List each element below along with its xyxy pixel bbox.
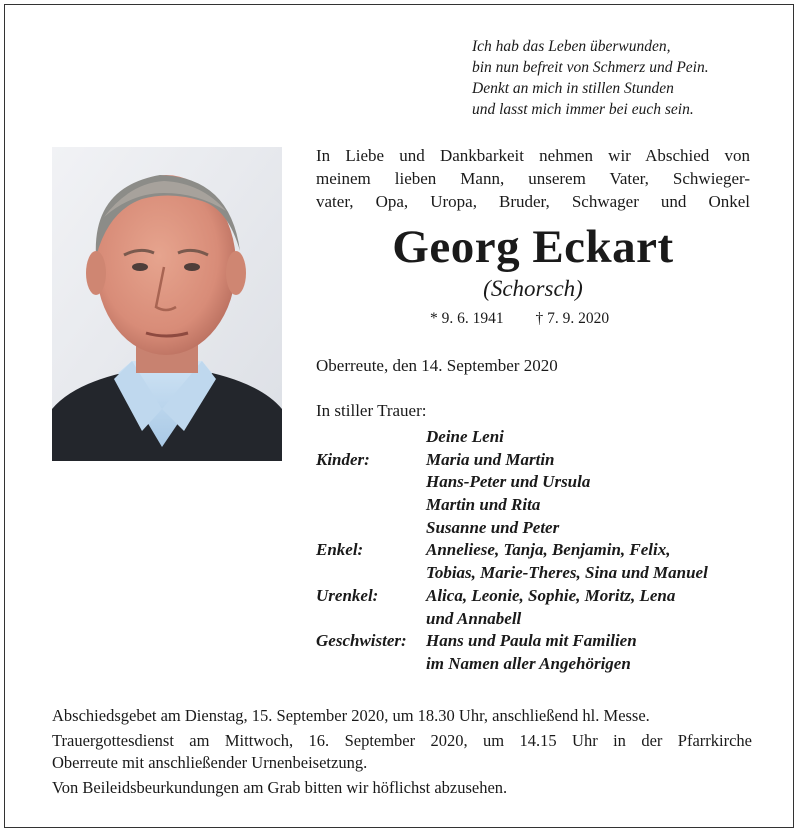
children-entry: Maria und Martin: [426, 449, 555, 469]
family-row: [316, 585, 756, 608]
family-row: [316, 653, 756, 676]
condolences-notice: Von Beileidsbeurkundungen am Grab bitten wir höflichst abzusehen.: [52, 778, 508, 797]
family-row: [316, 630, 756, 653]
intro-line: In Liebe und Dankbarkeit nehmen wir Abschied von: [316, 146, 750, 165]
poem-line: Denkt an mich in stillen Stunden: [472, 80, 674, 97]
children-entry: Martin und Rita: [426, 495, 541, 515]
death-date: † 7. 9. 2020: [535, 310, 610, 327]
family-row: [316, 494, 756, 517]
poem-line: und lasst mich immer bei euch sein.: [472, 101, 694, 118]
deceased-nickname: (Schorsch): [483, 276, 583, 301]
family-list: [316, 426, 756, 676]
siblings-entry: im Namen aller Angehörigen: [426, 653, 631, 673]
prayer-notice: Abschiedsgebet am Dienstag, 15. September 2020, um 18.30 Uhr, anschließend hl. Messe.: [52, 706, 650, 725]
family-row: [316, 471, 756, 494]
grandchildren-entry: Anneliese, Tanja, Benjamin, Felix,: [426, 540, 671, 560]
siblings-label: Geschwister:: [316, 631, 407, 651]
siblings-entry: Hans und Paula mit Familien: [426, 631, 637, 651]
mourning-label: In stiller Trauer:: [316, 401, 427, 420]
intro-line: meinem lieben Mann, unserem Vater, Schwieger-: [316, 169, 750, 188]
poem: [472, 36, 772, 120]
family-row: [316, 449, 756, 472]
grandchildren-entry: Tobias, Marie-Theres, Sina und Manuel: [426, 563, 708, 583]
family-row: [316, 517, 756, 540]
intro-line: vater, Opa, Uropa, Bruder, Schwager und Onkel: [316, 192, 750, 211]
greatgrandchildren-entry: Alica, Leonie, Sophie, Moritz, Lena: [426, 585, 676, 605]
greatgrandchildren-entry: und Annabell: [426, 608, 522, 628]
family-row: [316, 562, 756, 585]
family-row: [316, 608, 756, 631]
children-entry: Hans-Peter und Ursula: [426, 472, 591, 492]
family-row: [316, 426, 756, 449]
intro-text: [316, 144, 750, 213]
life-dates: [430, 308, 660, 330]
family-row: [316, 539, 756, 562]
children-label: Kinder:: [316, 449, 370, 469]
birth-date: * 9. 6. 1941: [430, 310, 504, 327]
deceased-name: Georg Eckart: [392, 221, 674, 273]
portrait-photo: [52, 147, 282, 461]
grandchildren-label: Enkel:: [316, 540, 364, 560]
poem-line: Ich hab das Leben überwunden,: [472, 38, 671, 55]
greatgrandchildren-label: Urenkel:: [316, 585, 379, 605]
children-entry: Susanne und Peter: [426, 517, 560, 537]
service-notice-line: Trauergottesdienst am Mittwoch, 16. September 2020, um 14.15 Uhr in der Pfarrkirche: [52, 731, 752, 750]
place-date: Oberreute, den 14. September 2020: [316, 356, 558, 375]
service-info: [52, 705, 752, 799]
service-notice-line: Oberreute mit anschließender Urnenbeisetzung.: [52, 753, 368, 772]
poem-line: bin nun befreit von Schmerz und Pein.: [472, 59, 709, 76]
wife-name: Deine Leni: [426, 427, 504, 446]
